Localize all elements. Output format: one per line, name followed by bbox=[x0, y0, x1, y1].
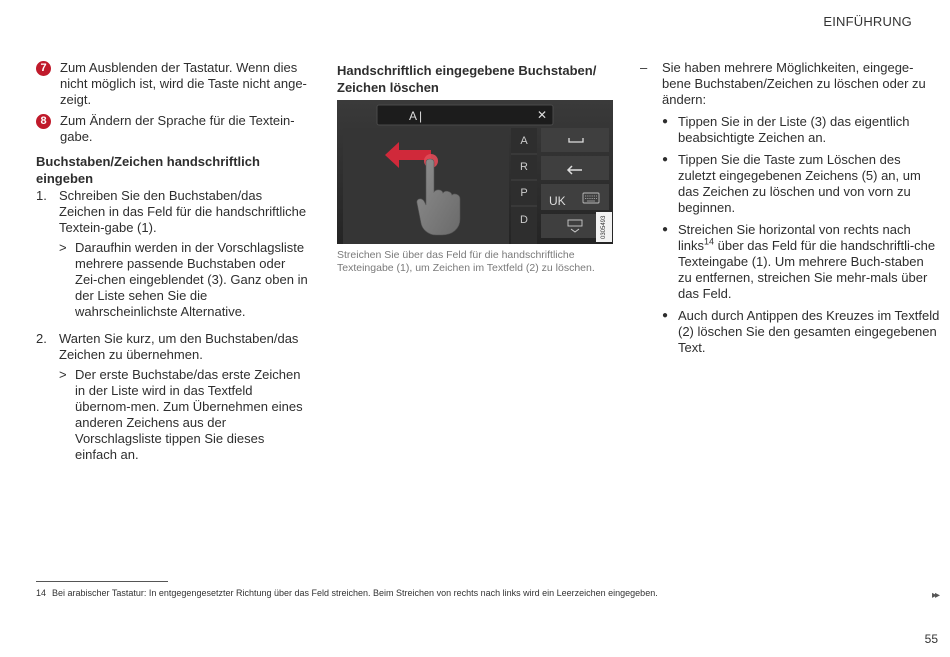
next-page-icon[interactable]: ▸▸ bbox=[931, 590, 938, 601]
bullet-text bbox=[678, 222, 940, 302]
figure-code: 0305493 bbox=[596, 212, 612, 242]
result-marker: > bbox=[59, 367, 67, 382]
clear-text-icon: ✕ bbox=[537, 108, 548, 122]
section-heading: Handschriftlich eingegebene Buchstaben/ Zeichen löschen bbox=[337, 63, 597, 95]
callout-item bbox=[36, 60, 308, 108]
result-text: Der erste Buchstabe/das erste Zeichen in der Liste wird in das Textfeld übernom-men. Zum Übernehmen eines anderen Zeichens aus der Vorschlagsliste tippen Sie dieses einfach an. bbox=[75, 367, 303, 462]
suggestion-item: A bbox=[520, 135, 528, 147]
section-heading: Buchstaben/Zeichen handschriftlich eingeben bbox=[36, 154, 260, 186]
step-text: Warten Sie kurz, um den Buchstaben/das Zeichen zu übernehmen. bbox=[59, 331, 299, 362]
bullet-item bbox=[662, 152, 940, 216]
footnote-ref[interactable]: 14 bbox=[704, 236, 715, 247]
bullet-text-part: über das Feld für die handschriftli-che Texteingabe (1). Um mehrere Buch-staben zu entfernen, streichen Sie mehr-mals über das Feld. bbox=[678, 238, 936, 301]
bullet-item bbox=[662, 222, 940, 302]
step-number: 1. bbox=[36, 188, 47, 203]
suggestion-item: R bbox=[520, 161, 528, 173]
step-item bbox=[36, 331, 308, 463]
bullet-text: Tippen Sie in der Liste (3) das eigentlich beabsichtigte Zeichen an. bbox=[678, 114, 910, 145]
callout-badge-7: 7 bbox=[36, 61, 51, 76]
column-right bbox=[640, 60, 940, 356]
footnote bbox=[36, 585, 658, 601]
footnote-text: Bei arabischer Tastatur: In entgegengesetzter Richtung über das Feld streichen. Beim Streichen von rechts nach links wird ein Leerzeichen eingegeben. bbox=[52, 588, 658, 598]
intro-text: Sie haben mehrere Möglichkeiten, eingege-bene Buchstaben/Zeichen zu löschen oder zu ändern: bbox=[662, 60, 926, 107]
step-text: Schreiben Sie den Buchstaben/das Zeichen in das Feld für die handschriftliche Textein-gabe (1). bbox=[59, 188, 307, 235]
space-key bbox=[541, 128, 609, 152]
footnote-rule bbox=[36, 581, 168, 582]
bullet-marker: ● bbox=[662, 224, 669, 235]
callout-item bbox=[36, 113, 308, 145]
step-result bbox=[59, 367, 308, 463]
result-text: Daraufhin werden in der Vorschlagsliste mehrere passende Buchstaben oder Zei-chen eingeblendet (3). Ganz oben in der Liste sehen Sie die wahrscheinlichste Alternative. bbox=[75, 240, 308, 319]
handwriting-screen-figure bbox=[337, 100, 613, 244]
callout-badge-8: 8 bbox=[36, 114, 51, 129]
bullet-text-part: Streichen Sie horizontal von rechts nach links bbox=[678, 222, 911, 253]
column-left bbox=[36, 60, 308, 463]
suggestion-item: P bbox=[520, 187, 528, 199]
bullet-marker: ● bbox=[662, 154, 669, 165]
backspace-key bbox=[541, 156, 609, 180]
figure-caption: Streichen Sie über das Feld für die handschriftliche Texteingabe (1), um Zeichen im Textfeld (2) zu löschen. bbox=[337, 249, 595, 274]
bullet-text: Tippen Sie die Taste zum Löschen des zuletzt eingegebenen Zeichens (5) an, um das Zeichen zu löschen und von vorn zu beginnen. bbox=[678, 152, 921, 215]
step-item bbox=[36, 188, 308, 320]
column-middle bbox=[337, 60, 613, 275]
dash-item bbox=[640, 60, 940, 108]
bullet-item bbox=[662, 308, 940, 356]
suggestion-item: D bbox=[520, 214, 528, 226]
bullet-marker: ● bbox=[662, 116, 669, 127]
bullet-item bbox=[662, 114, 940, 146]
page-number: 55 bbox=[924, 632, 938, 646]
language-label: UK bbox=[549, 194, 566, 208]
callout-text: Zum Ändern der Sprache für die Textein-gabe. bbox=[60, 113, 295, 144]
dash-marker: – bbox=[640, 60, 648, 75]
bullet-marker: ● bbox=[662, 310, 669, 321]
text-field-value: A| bbox=[409, 109, 425, 123]
callout-text: Zum Ausblenden der Tastatur. Wenn dies nicht möglich ist, wird die Taste nicht ange-zeigt. bbox=[60, 60, 307, 107]
section-header: EINFÜHRUNG bbox=[823, 14, 912, 29]
step-number: 2. bbox=[36, 331, 47, 346]
result-marker: > bbox=[59, 240, 67, 255]
step-result bbox=[59, 240, 308, 320]
bullet-text: Auch durch Antippen des Kreuzes im Textfeld (2) löschen Sie den gesamten eingegebenen Text. bbox=[678, 308, 940, 355]
footnote-number: 14 bbox=[36, 588, 47, 598]
